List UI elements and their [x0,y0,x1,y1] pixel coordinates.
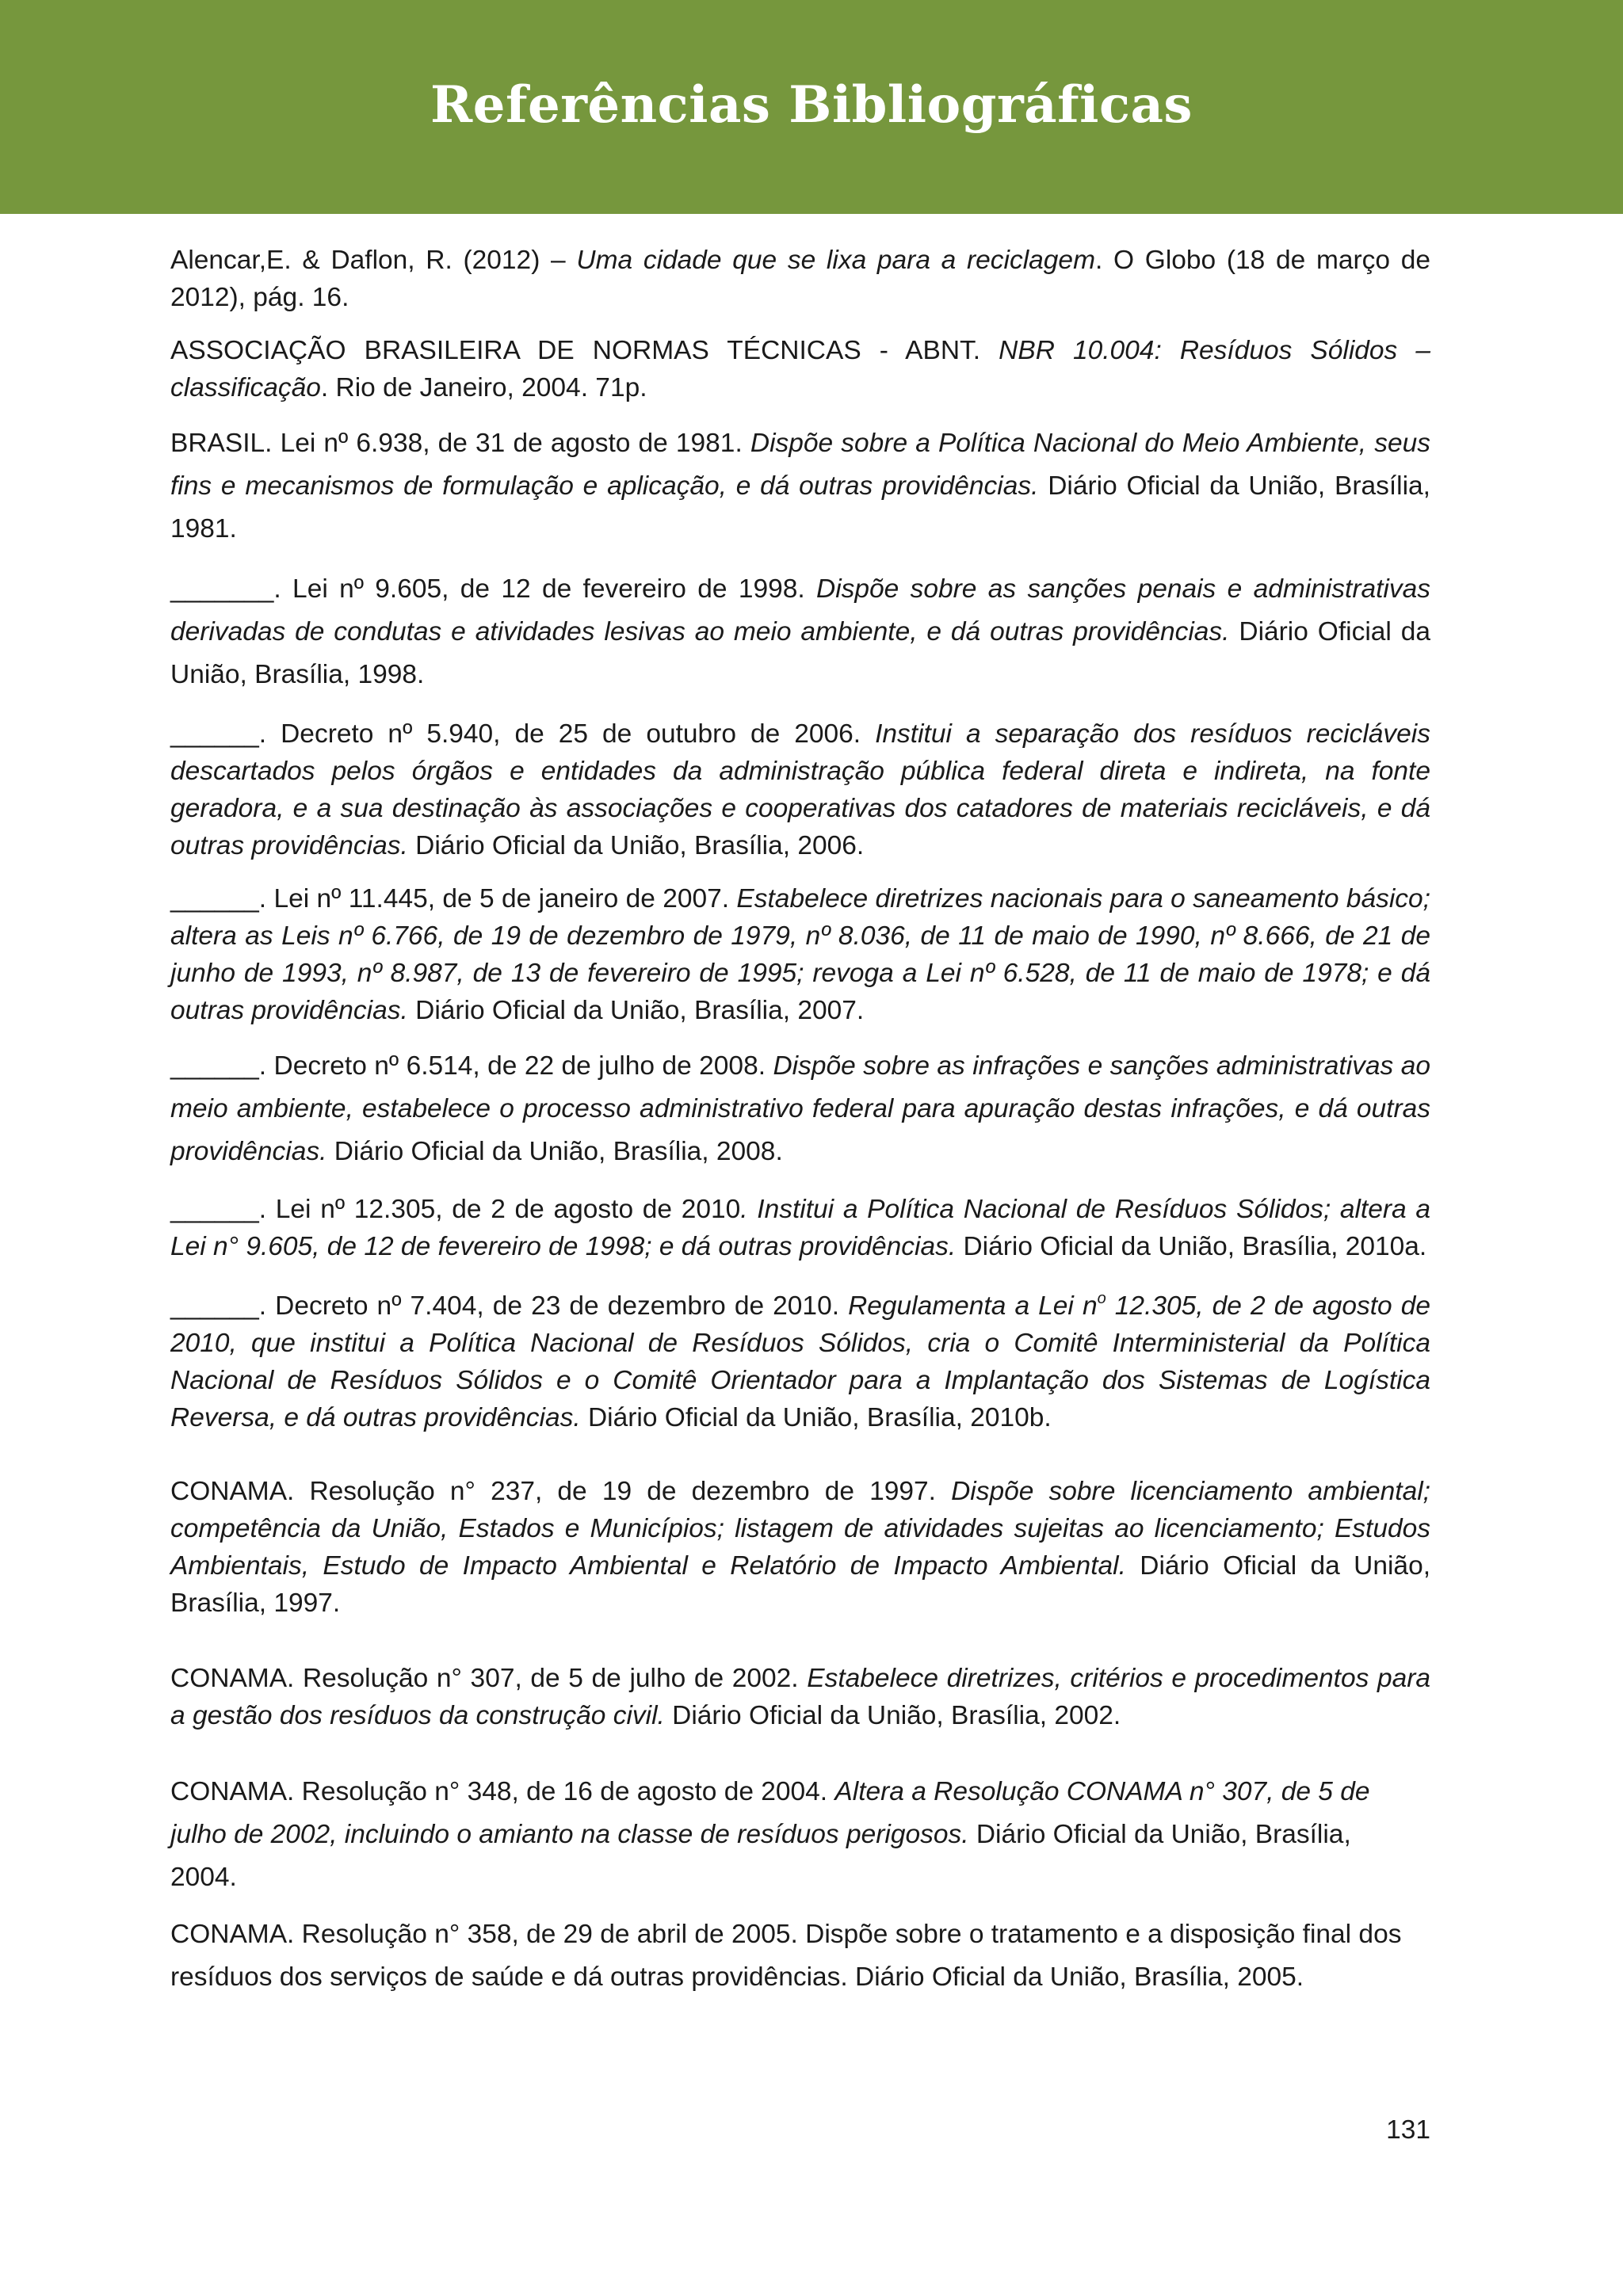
italic-title-text: Institui a separação dos resíduos recicláveis descartados pelos órgãos e entidades da administração pública federal direta e indireta, na fonte geradora, e a sua destinação às associações e cooperativas dos catadores de materiais recicláveis, e dá outras providências. [170,719,1430,860]
reference-text: Diário Oficial da União, Brasília, 1981. [170,471,1430,543]
header-banner [0,0,1623,214]
reference-text: ______. Decreto nº 7.404, de 23 de dezembro de 2010. [170,1291,849,1321]
reference-text: CONAMA. Resolução n° 358, de 29 de abril de 2005. Dispõe sobre o tratamento e a disposição final dos resíduos dos serviços de saúde e dá outras providências. Diário Oficial da União, Brasília, 2005. [170,1920,1402,1992]
reference-entry [170,1771,1430,1899]
italic-title-text: Dispõe sobre a Política Nacional do Meio Ambiente, seus fins e mecanismos de formulação e aplicação, e dá outras providências. [170,429,1430,501]
reference-text: CONAMA. Resolução n° 307, de 5 de julho de 2002. [170,1664,808,1693]
reference-text: Diário Oficial da União, Brasília, 2007. [407,996,865,1025]
reference-entry [170,332,1430,406]
reference-text: CONAMA. Resolução n° 237, de 19 de dezembro de 1997. [170,1477,952,1506]
reference-entry [170,1045,1430,1173]
reference-text: Alencar,E. & Daflon, R. (2012) – [170,246,577,275]
reference-text: Diário Oficial da União, Brasília, 2010b. [580,1403,1052,1432]
reference-entry [170,242,1430,316]
reference-text: _______. Lei nº 9.605, de 12 de fevereiro de 1998. [170,574,816,604]
reference-text: Diário Oficial da União, Brasília, 1998. [170,617,1431,689]
reference-text: Diário Oficial da União, Brasília, 2006. [407,831,865,860]
reference-text: Diário Oficial da União, Brasília, 2008. [327,1137,783,1166]
reference-entry [170,422,1430,551]
italic-title-text: Estabelece diretrizes, critérios e procedimentos para a gestão dos resíduos da construção civil. [170,1664,1431,1730]
reference-text: Diário Oficial da União, Brasília, 1997. [170,1551,1431,1618]
reference-entry [170,1473,1430,1622]
italic-title-text: Altera a Resolução CONAMA n° 307, de 5 de julho de 2002, incluindo o amianto na classe de resíduos perigosos. [170,1777,1370,1849]
reference-text: . Rio de Janeiro, 2004. 71p. [320,373,647,402]
italic-title-text: Dispõe sobre licenciamento ambiental; competência da União, Estados e Municípios; listagem de atividades sujeitas ao licenciamento; Estudos Ambientais, Estudo de Impacto Ambiental e Relatório de Impacto Ambiental. [170,1477,1430,1581]
page-number: 131 [1386,2115,1430,2145]
reference-entry [170,1191,1430,1265]
reference-entry [170,1287,1430,1436]
italic-title-text: Uma cidade que se lixa para a reciclagem [576,246,1095,275]
reference-text: ______. Lei nº 11.445, de 5 de janeiro de 2007. [170,884,737,913]
reference-text: Diário Oficial da União, Brasília, 2004. [170,1820,1351,1892]
page-title: Referências Bibliográficas [430,75,1193,135]
italic-title-text: Dispõe sobre as sanções penais e administrativas derivadas de condutas e atividades lesivas ao meio ambiente, e dá outras providências. [170,574,1430,646]
reference-text: ______. Lei nº 12.305, de 2 de agosto de 2010 [170,1195,741,1224]
italic-title-text: Estabelece diretrizes nacionais para o saneamento básico; altera as Leis nº 6.766, de 19 de dezembro de 1979, nº 8.036, de 11 de maio de 1990, nº 8.666, de 21 de junho de 1993, nº 8.987, de 13 de fevereiro de 1995; revoga a Lei nº 6.528, de 11 de maio de 1978; e dá outras providências. [170,884,1430,1025]
reference-text: Diário Oficial da União, Brasília, 2002. [664,1701,1121,1730]
reference-entry [170,715,1430,864]
italic-title-text: NBR 10.004: Resíduos Sólidos – classificação [170,336,1431,402]
reference-text: . O Globo (18 de março de 2012), pág. 16. [170,246,1430,312]
reference-text: ______. Decreto nº 6.514, de 22 de julho de 2008. [170,1051,773,1081]
reference-text: CONAMA. Resolução n° 348, de 16 de agosto de 2004. [170,1777,835,1806]
reference-entry [170,880,1430,1029]
reference-text: BRASIL. Lei nº 6.938, de 31 de agosto de 1981. [170,429,750,458]
reference-entry [170,1660,1430,1734]
italic-title-text: . Institui a Política Nacional de Resíduos Sólidos; altera a Lei n° 9.605, de 12 de fevereiro de 1998; e dá outras providências. [170,1195,1430,1261]
reference-text: ASSOCIAÇÃO BRASILEIRA DE NORMAS TÉCNICAS - ABNT. [170,336,999,365]
reference-text: ______. Decreto nº 5.940, de 25 de outubro de 2006. [170,719,876,749]
italic-title-text: Dispõe sobre as infrações e sanções administrativas ao meio ambiente, estabelece o processo administrativo federal para apuração destas infrações, e dá outras providências. [170,1051,1430,1166]
italic-title-text: 12.305, de 2 de agosto de 2010, que institui a Política Nacional de Resíduos Sólidos, cria o Comitê Interministerial da Política Nacional de Resíduos Sólidos e o Comitê Orientador para a Implantação dos Sistemas de Logística Reversa, e dá outras providências. [170,1291,1430,1432]
reference-text: Diário Oficial da União, Brasília, 2010a. [956,1232,1427,1261]
reference-entry [170,568,1430,696]
reference-entry [170,1913,1430,1999]
superscript-text: o [1097,1290,1106,1307]
italic-title-text: Regulamenta a Lei n [848,1291,1098,1321]
reference-list [170,242,1430,1999]
